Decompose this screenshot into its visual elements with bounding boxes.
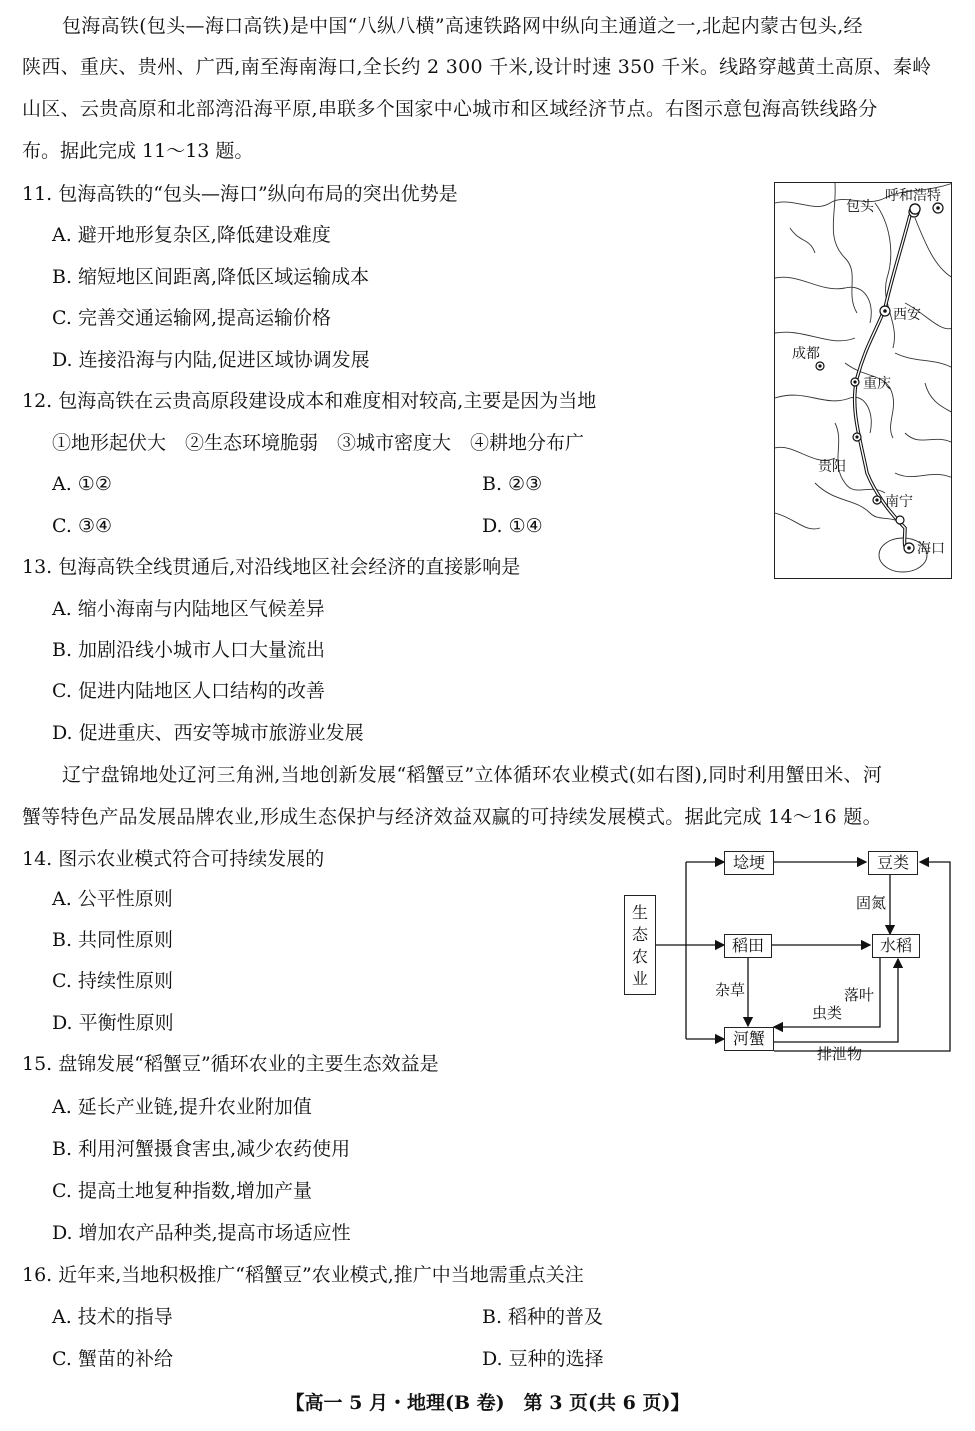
q12-option-d: D. ①④ <box>482 515 543 537</box>
intro2-line1: 辽宁盘锦地处辽河三角洲,当地创新发展“稻蟹豆”立体循环农业模式(如右图),同时利用蟹田米、河 <box>62 764 883 786</box>
q15-stem: 15. 盘锦发展“稻蟹豆”循环农业的主要生态效益是 <box>22 1053 439 1075</box>
q15-option-d: D. 增加农产品种类,提高市场适应性 <box>52 1222 351 1244</box>
q12-option-b: B. ②③ <box>482 473 543 495</box>
q14-option-a: A. 公平性原则 <box>52 888 173 910</box>
intro1-line1: 包海高铁(包头—海口高铁)是中国“八纵八横”高速铁路网中纵向主通道之一,北起内蒙古包头,经 <box>62 15 863 37</box>
q11-option-b: B. 缩短地区间距离,降低区域运输成本 <box>52 266 370 288</box>
map-label-baotou: 包头 <box>846 199 874 215</box>
q14-option-c: C. 持续性原则 <box>52 970 173 992</box>
map-label-nanning: 南宁 <box>885 494 913 510</box>
q16-option-b: B. 稻种的普及 <box>482 1306 604 1328</box>
crab-box: 河蟹 <box>724 1027 774 1051</box>
q15-option-b: B. 利用河蟹摄食害虫,减少农药使用 <box>52 1138 351 1160</box>
dike-box: 埝埂 <box>724 851 774 875</box>
label-weeds: 杂草 <box>715 981 746 999</box>
label-leaves: 落叶 <box>844 986 875 1004</box>
q14-option-b: B. 共同性原则 <box>52 929 174 951</box>
map-label-chengdu: 成都 <box>792 346 820 362</box>
q16-option-d: D. 豆种的选择 <box>482 1348 604 1370</box>
q11-option-a: A. 避开地形复杂区,降低建设难度 <box>52 224 331 246</box>
railway-map <box>774 182 952 579</box>
q12-option-c: C. ③④ <box>52 515 113 537</box>
q13-option-a: A. 缩小海南与内陆地区气候差异 <box>52 598 325 620</box>
rice-box: 水稻 <box>872 934 920 958</box>
q13-stem: 13. 包海高铁全线贯通后,对沿线地区社会经济的直接影响是 <box>22 556 521 578</box>
q16-option-a: A. 技术的指导 <box>52 1306 173 1328</box>
field-box: 稻田 <box>724 934 772 958</box>
label-nitrogen: 固氮 <box>856 894 887 912</box>
intro2-line2: 蟹等特色产品发展品牌农业,形成生态保护与经济效益双赢的可持续发展模式。据此完成 14～16 题。 <box>22 806 882 828</box>
q13-option-b: B. 加剧沿线小城市人口大量流出 <box>52 639 326 661</box>
q12-option-a: A. ①② <box>52 473 112 495</box>
map-label-hohhot: 呼和浩特 <box>885 188 941 204</box>
q16-stem: 16. 近年来,当地积极推广“稻蟹豆”农业模式,推广中当地需重点关注 <box>22 1264 584 1286</box>
q16-option-c: C. 蟹苗的补给 <box>52 1348 173 1370</box>
q14-stem: 14. 图示农业模式符合可持续发展的 <box>22 848 325 870</box>
q12-items: ①地形起伏大 ②生态环境脆弱 ③城市密度大 ④耕地分布广 <box>52 432 585 454</box>
q13-option-d: D. 促进重庆、西安等城市旅游业发展 <box>52 722 364 744</box>
label-insects: 虫类 <box>812 1004 843 1022</box>
map-label-guiyang: 贵阳 <box>818 459 846 475</box>
intro1-line3: 山区、云贵高原和北部湾沿海平原,串联多个国家中心城市和区域经济节点。右图示意包海高铁线路分 <box>22 98 878 120</box>
q11-option-d: D. 连接沿海与内陆,促进区域协调发展 <box>52 349 370 371</box>
q12-stem: 12. 包海高铁在云贵高原段建设成本和难度相对较高,主要是因为当地 <box>22 390 597 412</box>
q14-option-d: D. 平衡性原则 <box>52 1012 174 1034</box>
q15-option-a: A. 延长产业链,提升农业附加值 <box>52 1096 312 1118</box>
map-label-xian: 西安 <box>893 307 921 323</box>
q15-option-c: C. 提高土地复种指数,增加产量 <box>52 1180 312 1202</box>
eco-agriculture-label: 生态农业 <box>631 903 648 988</box>
map-label-chongqing: 重庆 <box>863 376 891 392</box>
q11-stem: 11. 包海高铁的“包头—海口”纵向布局的突出优势是 <box>22 183 458 205</box>
label-excreta: 排泄物 <box>817 1045 863 1063</box>
q11-option-c: C. 完善交通运输网,提高运输价格 <box>52 307 331 329</box>
q13-option-c: C. 促进内陆地区人口结构的改善 <box>52 680 325 702</box>
bean-box: 豆类 <box>868 851 918 875</box>
agriculture-cycle-diagram <box>622 846 957 1063</box>
intro1-line4: 布。据此完成 11～13 题。 <box>22 140 254 162</box>
intro1-line2: 陕西、重庆、贵州、广西,南至海南海口,全长约 2 300 千米,设计时速 350 千米。线路穿越黄土高原、秦岭 <box>22 56 932 78</box>
eco-agriculture-box <box>624 895 656 995</box>
map-label-haikou: 海口 <box>917 541 945 557</box>
page-footer: 【高一 5 月・地理(B 卷) 第 3 页(共 6 页)】 <box>285 1392 690 1414</box>
